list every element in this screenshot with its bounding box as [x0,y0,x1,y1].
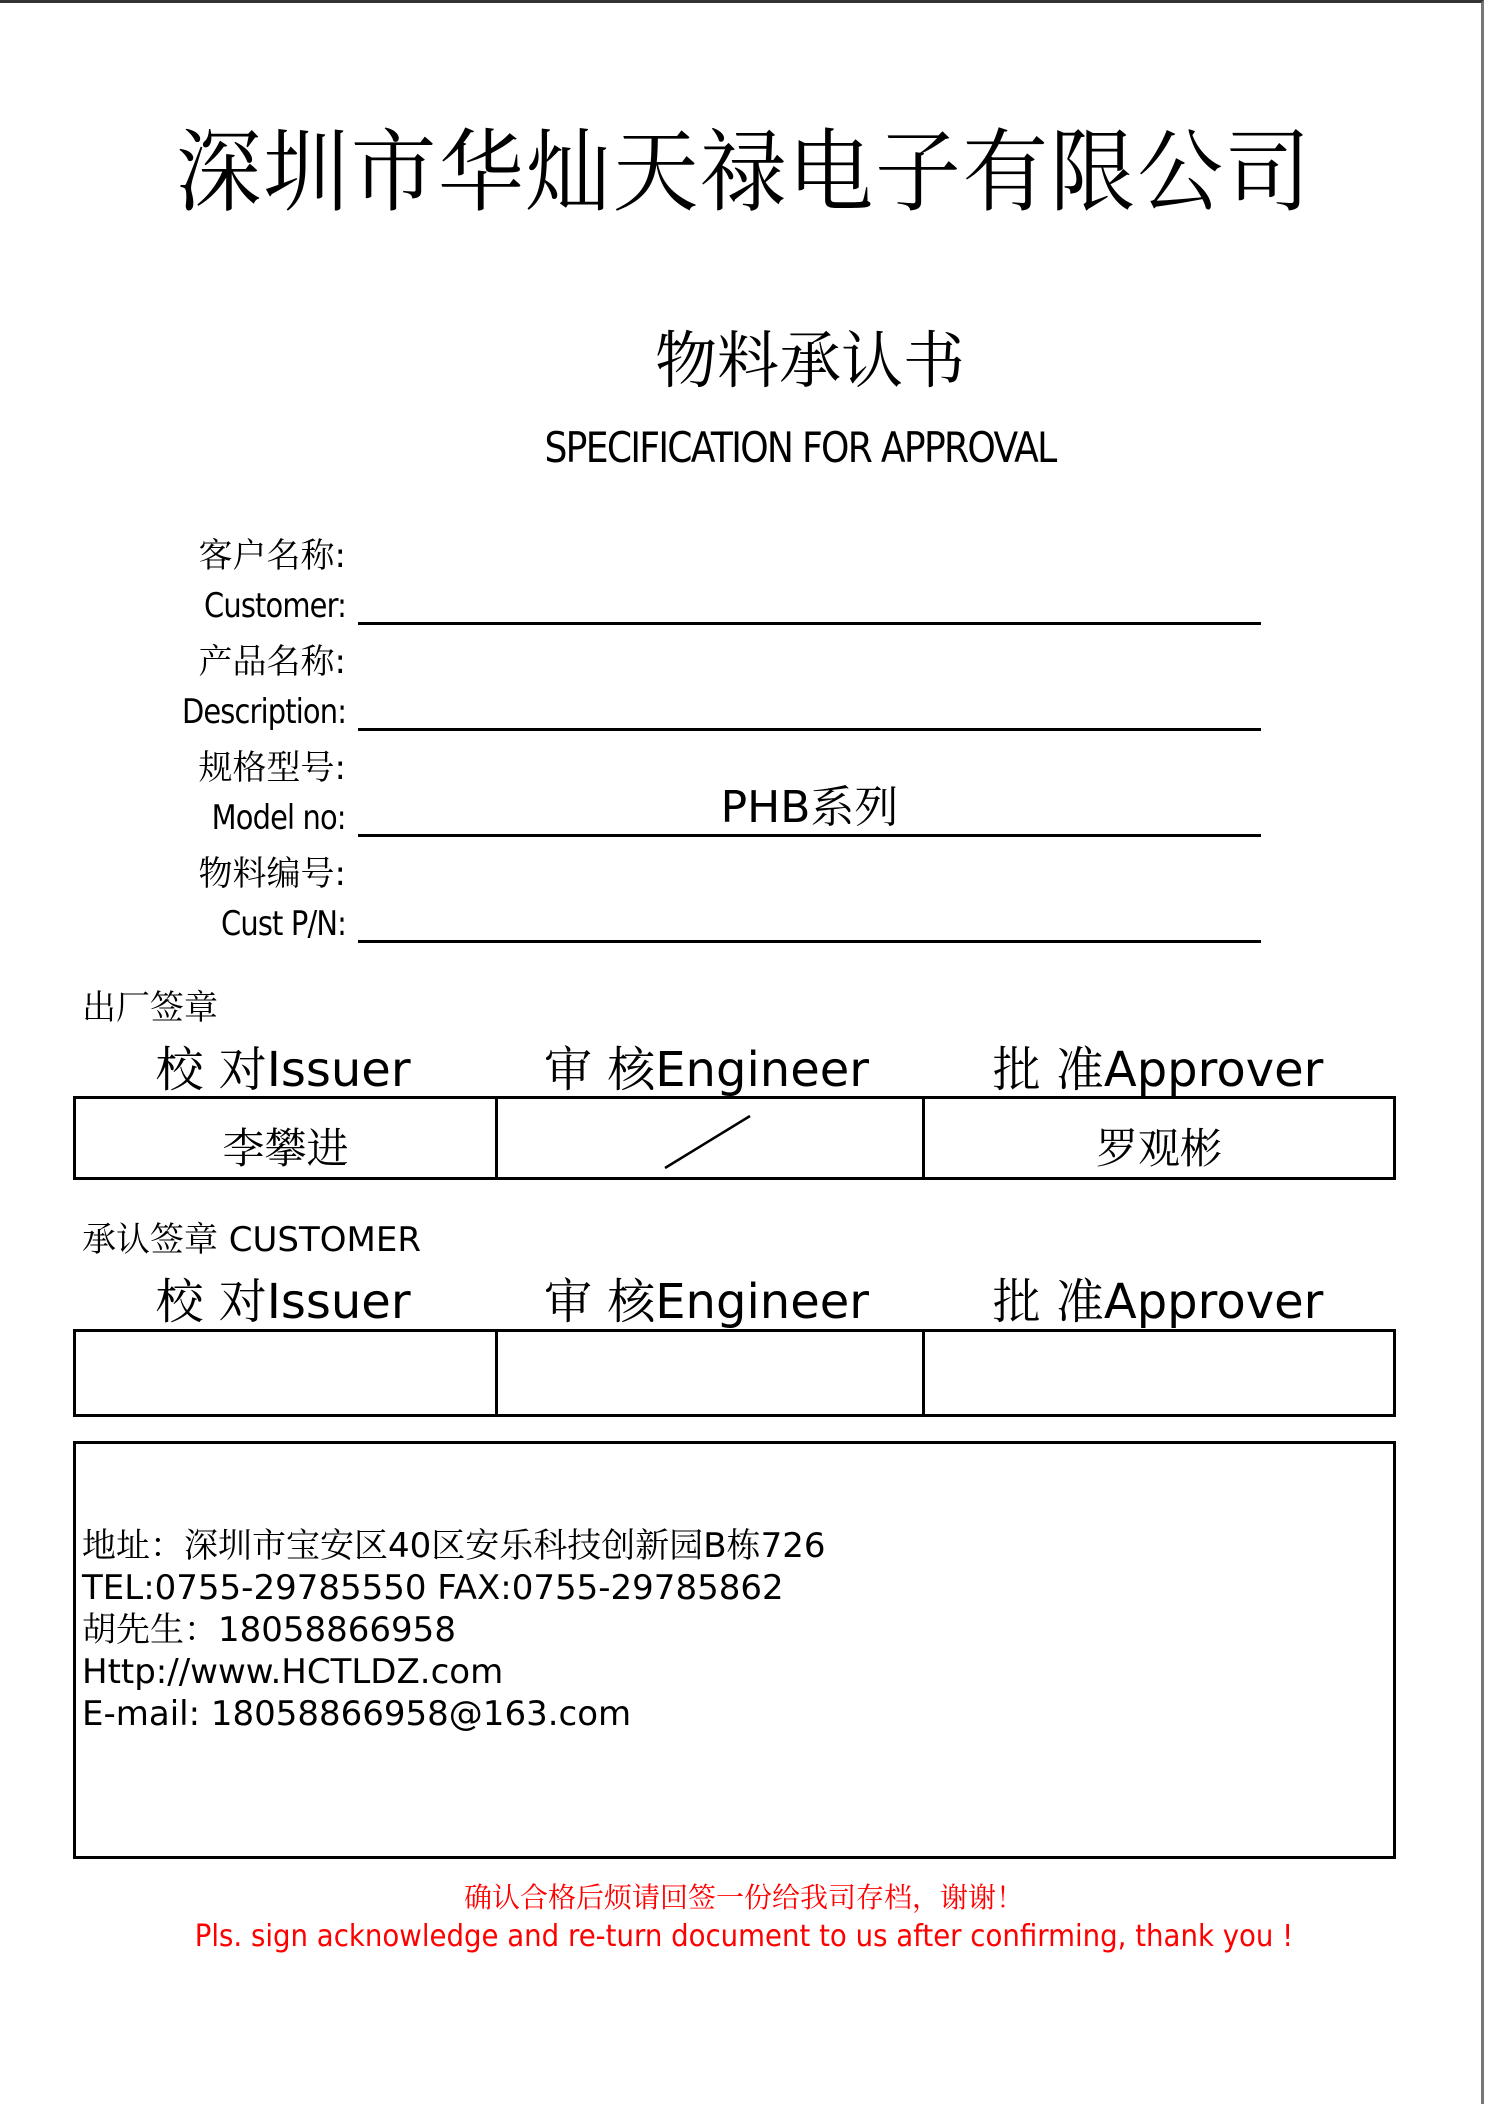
customer-signoff-label: 承认签章 CUSTOMER [82,1220,421,1260]
customer-issuer-header: 校 对Issuer [155,1274,411,1330]
model-label-cn: 规格型号: [198,748,346,788]
document-title-en: SPECIFICATION FOR APPROVAL [544,423,1056,472]
factory-engineer-cell[interactable] [495,1099,922,1177]
notice-en: Pls. sign acknowledge and re-turn document to us after confirming, thank you ! [194,1919,1294,1954]
description-underline [358,728,1261,731]
contact-address: 地址：深圳市宝安区40区安乐科技创新园B栋726 [82,1526,826,1566]
part-number-label-en: Cust P/N: [221,904,346,944]
model-underline [358,834,1261,837]
customer-signoff-table [73,1329,1396,1417]
notice-cn: 确认合格后烦请回签一份给我司存档，谢谢！ [463,1881,1024,1914]
customer-approver-header: 批 准Approver [992,1274,1324,1330]
contact-website[interactable]: Http://www.HCTLDZ.com [82,1652,504,1692]
customer-approver-cell[interactable] [922,1332,1393,1414]
customer-engineer-cell[interactable] [495,1332,922,1414]
customer-underline [358,622,1261,625]
factory-engineer-header: 审 核Engineer [543,1042,870,1098]
slash-mark-icon [498,1099,925,1177]
factory-issuer-signature: 李攀进 [222,1124,349,1173]
document-title-cn: 物料承认书 [654,324,965,397]
contact-tel-fax: TEL:0755-29785550 FAX:0755-29785862 [82,1568,784,1608]
factory-issuer-cell[interactable] [76,1099,495,1177]
contact-email[interactable]: E-mail: 18058866958@163.com [82,1694,632,1734]
part-number-label-cn: 物料编号: [198,854,346,894]
factory-approver-signature: 罗观彬 [1095,1124,1222,1173]
customer-label-en: Customer: [204,586,346,626]
customer-engineer-header: 审 核Engineer [543,1274,870,1330]
part-number-underline [358,940,1261,943]
factory-signoff-table [73,1096,1396,1180]
factory-approver-cell[interactable] [922,1099,1393,1177]
contact-person: 胡先生：18058866958 [82,1610,456,1650]
customer-issuer-cell[interactable] [76,1332,495,1414]
model-label-en: Model no: [211,798,346,838]
factory-approver-header: 批 准Approver [992,1042,1324,1098]
factory-issuer-header: 校 对Issuer [155,1042,411,1098]
description-label-cn: 产品名称: [198,642,346,682]
description-label-en: Description: [181,692,346,732]
factory-signoff-label: 出厂签章 [82,988,218,1028]
model-field[interactable]: PHB系列 [720,782,899,833]
customer-label-cn: 客户名称: [198,536,346,576]
company-name: 深圳市华灿天禄电子有限公司 [175,120,1313,225]
